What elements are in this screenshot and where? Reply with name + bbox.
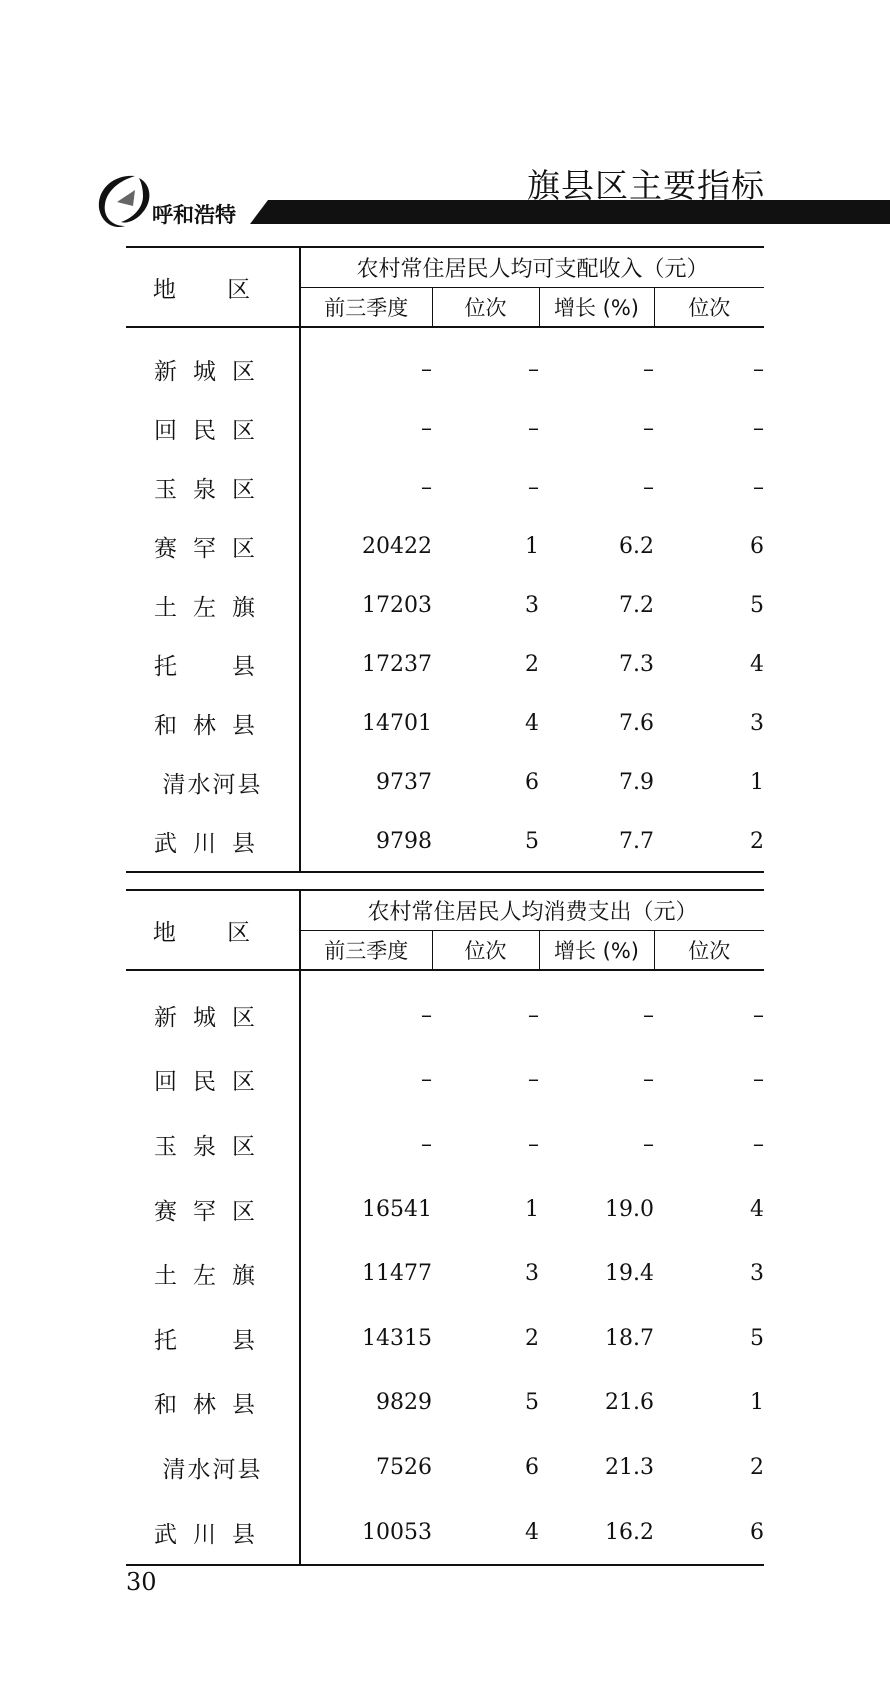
growth-rank-cell: 6 bbox=[654, 1500, 764, 1566]
value-cell: – bbox=[421, 1131, 432, 1157]
growth-cell: 21.3 bbox=[605, 1454, 654, 1480]
rank-cell: 1 bbox=[525, 534, 539, 559]
growth-rank-cell: 4 bbox=[750, 652, 765, 677]
table-row bbox=[126, 970, 764, 1048]
rank-cell: 2 bbox=[525, 652, 539, 677]
growth-cell: 7.9 bbox=[619, 770, 654, 795]
growth-rank-cell: 3 bbox=[750, 711, 765, 736]
income-group-header: 农村常住居民人均可支配收入（元） bbox=[300, 247, 764, 288]
table-row bbox=[126, 576, 764, 635]
value-cell: – bbox=[421, 357, 432, 382]
table-row bbox=[126, 1435, 764, 1500]
region-name: 武川县 bbox=[126, 1500, 300, 1566]
growth-rank-cell: – bbox=[753, 1002, 765, 1028]
region-name: 托 县 bbox=[126, 635, 300, 694]
table-row bbox=[126, 327, 764, 399]
value-cell: 9829 bbox=[376, 1390, 432, 1416]
growth-rank-cell: – bbox=[753, 416, 765, 441]
rank-cell: 3 bbox=[525, 1261, 539, 1287]
growth-rank-cell: 3 bbox=[750, 1261, 765, 1287]
region-name: 托 县 bbox=[126, 1306, 300, 1371]
rank-cell: 4 bbox=[432, 1500, 539, 1566]
value-cell: – bbox=[421, 1002, 432, 1028]
growth-rank-cell: 5 bbox=[750, 1325, 765, 1351]
rank-cell: – bbox=[528, 357, 539, 382]
growth-rank-cell: – bbox=[753, 1067, 765, 1093]
growth-cell: 19.4 bbox=[605, 1261, 654, 1287]
region-name: 和林县 bbox=[126, 1371, 300, 1436]
rank-cell: 5 bbox=[432, 812, 539, 872]
region-name: 赛罕区 bbox=[126, 1177, 300, 1242]
region-name: 武川县 bbox=[126, 812, 300, 872]
growth-cell: – bbox=[643, 1131, 654, 1157]
rank-cell: 1 bbox=[525, 1196, 539, 1222]
table-row bbox=[126, 753, 764, 812]
region-name: 清水河县 bbox=[126, 753, 300, 812]
growth-rank-cell: – bbox=[753, 1131, 765, 1157]
region-header: 地 区 bbox=[126, 247, 300, 327]
region-name: 和林县 bbox=[126, 694, 300, 753]
region-name: 赛罕区 bbox=[126, 517, 300, 576]
value-cell: – bbox=[421, 1067, 432, 1093]
value-cell: 16541 bbox=[362, 1196, 432, 1222]
region-header: 地 区 bbox=[126, 890, 300, 970]
column-header: 增长 (%) bbox=[539, 931, 654, 971]
value-cell: 17203 bbox=[362, 593, 432, 618]
value-cell: – bbox=[421, 475, 432, 500]
table-row bbox=[126, 1112, 764, 1177]
table-row bbox=[126, 1371, 764, 1436]
page-header bbox=[0, 0, 890, 240]
table-row bbox=[126, 1306, 764, 1371]
region-name: 回民区 bbox=[126, 1048, 300, 1113]
rank-cell: 5 bbox=[525, 1390, 539, 1416]
growth-cell: 7.3 bbox=[619, 652, 654, 677]
growth-cell: 21.6 bbox=[605, 1390, 654, 1416]
growth-rank-cell: – bbox=[753, 475, 765, 500]
growth-rank-cell: 2 bbox=[750, 1454, 765, 1480]
consumption-group-header: 农村常住居民人均消费支出（元） bbox=[300, 890, 764, 931]
table-row bbox=[126, 812, 764, 872]
rank-cell: 2 bbox=[525, 1325, 539, 1351]
section-title: 旗县区主要指标 bbox=[527, 166, 765, 205]
table-row bbox=[126, 635, 764, 694]
table-row bbox=[126, 1241, 764, 1306]
table-row bbox=[126, 399, 764, 458]
rank-cell: – bbox=[528, 1002, 539, 1028]
growth-cell: 18.7 bbox=[605, 1325, 654, 1351]
region-name: 土左旗 bbox=[126, 576, 300, 635]
value-cell: 11477 bbox=[362, 1261, 432, 1287]
table-row bbox=[126, 458, 764, 517]
value-cell: 17237 bbox=[362, 652, 432, 677]
growth-rank-cell: 1 bbox=[750, 770, 765, 795]
region-name: 清水河县 bbox=[126, 1435, 300, 1500]
consumption-table bbox=[126, 889, 764, 1566]
region-name: 玉泉区 bbox=[126, 1112, 300, 1177]
column-header: 前三季度 bbox=[300, 931, 432, 971]
rank-cell: 4 bbox=[525, 711, 539, 736]
logo-text: 呼和浩特 bbox=[152, 202, 236, 227]
growth-cell: – bbox=[643, 1067, 654, 1093]
table-row bbox=[126, 1048, 764, 1113]
growth-cell: 16.2 bbox=[539, 1500, 654, 1566]
rank-cell: 6 bbox=[525, 770, 539, 795]
column-header: 位次 bbox=[654, 931, 764, 971]
column-header: 前三季度 bbox=[300, 288, 432, 328]
rank-cell: 3 bbox=[525, 593, 539, 618]
growth-cell: 7.6 bbox=[619, 711, 654, 736]
value-cell: 20422 bbox=[362, 534, 432, 559]
growth-rank-cell: 1 bbox=[750, 1390, 765, 1416]
value-cell: 14701 bbox=[362, 711, 432, 736]
value-cell: 10053 bbox=[300, 1500, 432, 1566]
growth-cell: – bbox=[643, 357, 654, 382]
growth-rank-cell: 2 bbox=[654, 812, 764, 872]
value-cell: – bbox=[421, 416, 432, 441]
income-table bbox=[126, 246, 764, 873]
region-name: 新城区 bbox=[126, 970, 300, 1048]
value-cell: 9737 bbox=[376, 770, 432, 795]
growth-cell: – bbox=[643, 475, 654, 500]
growth-cell: 7.2 bbox=[619, 593, 654, 618]
growth-cell: 7.7 bbox=[539, 812, 654, 872]
growth-cell: – bbox=[643, 1002, 654, 1028]
region-name: 土左旗 bbox=[126, 1241, 300, 1306]
growth-cell: – bbox=[643, 416, 654, 441]
column-header: 位次 bbox=[432, 288, 539, 328]
region-name: 回民区 bbox=[126, 399, 300, 458]
column-header: 增长 (%) bbox=[539, 288, 654, 328]
growth-cell: 6.2 bbox=[619, 534, 654, 559]
table-row bbox=[126, 1500, 764, 1566]
growth-cell: 19.0 bbox=[605, 1196, 654, 1222]
rank-cell: – bbox=[528, 1131, 539, 1157]
region-name: 玉泉区 bbox=[126, 458, 300, 517]
growth-rank-cell: 5 bbox=[750, 593, 765, 618]
column-header: 位次 bbox=[432, 931, 539, 971]
column-header: 位次 bbox=[654, 288, 764, 328]
value-cell: 7526 bbox=[376, 1454, 432, 1480]
region-name: 新城区 bbox=[126, 327, 300, 399]
growth-rank-cell: 4 bbox=[750, 1196, 765, 1222]
rank-cell: – bbox=[528, 475, 539, 500]
table-row bbox=[126, 1177, 764, 1242]
growth-rank-cell: – bbox=[753, 357, 765, 382]
rank-cell: 6 bbox=[525, 1454, 539, 1480]
rank-cell: – bbox=[528, 1067, 539, 1093]
rank-cell: – bbox=[528, 416, 539, 441]
logo-swirl-icon bbox=[95, 172, 157, 230]
growth-rank-cell: 6 bbox=[750, 534, 765, 559]
table-row bbox=[126, 694, 764, 753]
value-cell: 9798 bbox=[300, 812, 432, 872]
page-number: 30 bbox=[126, 1568, 157, 1596]
value-cell: 14315 bbox=[362, 1325, 432, 1351]
table-row bbox=[126, 517, 764, 576]
